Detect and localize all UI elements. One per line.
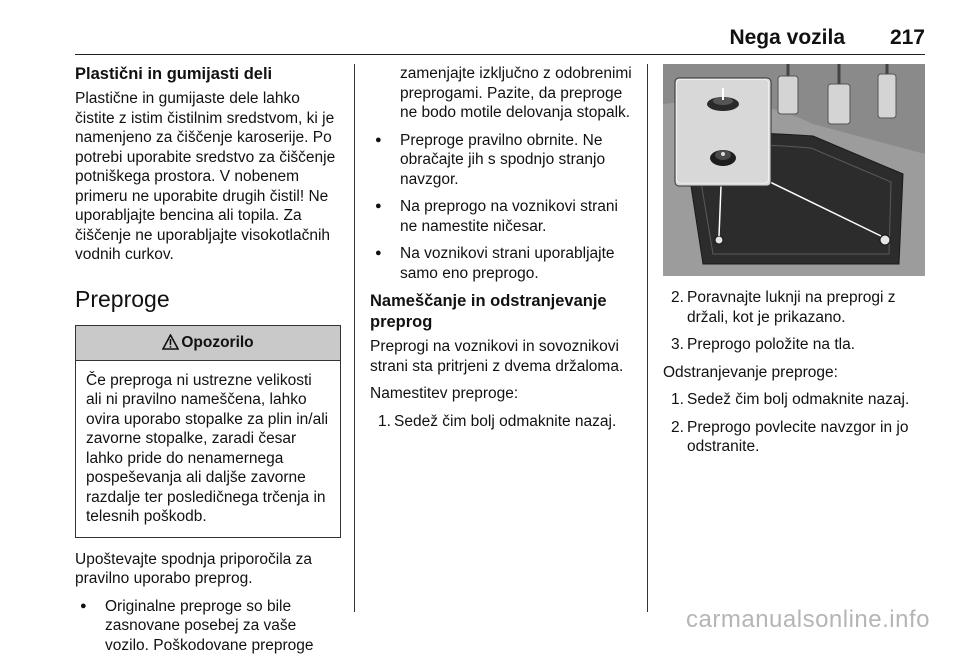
list-item: ● Originalne preproge so bile zasnovane posebej za vaše vozilo. Poškodovane preproge bbox=[75, 597, 341, 656]
paragraph: Preprogi na voznikovi in sovoznikovi strani sta pritrjeni z dvema držaloma. bbox=[370, 338, 624, 375]
numbered-list bbox=[663, 390, 925, 457]
column-divider bbox=[354, 64, 355, 612]
list-item: ● Preproge pravilno obrnite. Ne obračajte jih s spodnjo stranjo navzgor. bbox=[370, 131, 634, 190]
list-item: ● Na voznikovi strani uporabljajte samo eno preprogo. bbox=[370, 244, 634, 283]
paragraph: Odstranjevanje preproge: bbox=[663, 363, 838, 381]
page-header bbox=[75, 24, 925, 55]
warning-text: Če preproga ni ustrezne velikosti ali ni pravilno nameščena, lahko ovira uporabo stopalke za plin in/ali zavorne stopalke, zaradi česar lahko pride do nenamernega pospeševanja ali daljše zavorne razdalje ter posledičnega trčenja in telesnih poškodb. bbox=[86, 371, 329, 525]
paragraph: Namestitev preproge: bbox=[370, 385, 519, 402]
numbered-list bbox=[370, 412, 634, 432]
paragraph: Upoštevajte spodnja priporočila za pravilno uporabo preprog. bbox=[75, 550, 312, 587]
heading-install-remove: Nameščanje in odstranjevanje preprog bbox=[370, 292, 607, 331]
warning-box bbox=[75, 325, 341, 538]
column-left bbox=[75, 64, 341, 663]
list-item: 2. Poravnajte luknji na preprogi z držali, kot je prikazano. bbox=[671, 289, 896, 326]
list-item: ● Na preprogo na voznikovi strani ne namestite ničesar. bbox=[370, 197, 634, 236]
warning-title: Opozorilo bbox=[181, 333, 254, 351]
heading-plastic-rubber: Plastični in gumijasti deli bbox=[75, 65, 273, 83]
paragraph: Plastične in gumijaste dele lahko čistite z istim čistilnim sredstvom, ki je namenjeno za čiščenje karoserije. Po potrebi uporabite sredstvo za čiščenje potniškega prostora. V nobenem primeru ne uporabite drugih čistil! Ne uporabljajte bencina ali topila. Za čiščenje ne uporabljajte visokotlačnih vodnih curkov. bbox=[75, 90, 336, 263]
list-item: 1. Sedež čim bolj odmaknite nazaj. bbox=[671, 391, 910, 408]
section-heading-preproge: Preproge bbox=[75, 285, 170, 312]
bullet-list bbox=[370, 131, 634, 284]
page-number: 217 bbox=[889, 26, 925, 49]
warning-triangle-icon bbox=[162, 329, 179, 363]
floor-mat-illustration bbox=[663, 64, 925, 276]
bullet-list bbox=[75, 597, 341, 656]
watermark: carmanualsonline.info bbox=[686, 606, 930, 633]
numbered-list bbox=[663, 288, 925, 355]
column-divider bbox=[647, 64, 648, 612]
column-right bbox=[663, 64, 925, 465]
section-title: Nega vozila bbox=[729, 26, 845, 49]
list-item: 1. Sedež čim bolj odmaknite nazaj. bbox=[378, 412, 617, 430]
list-item: 3. Preprogo položite na tla. bbox=[671, 336, 856, 353]
list-item: 2. Preprogo povlecite navzgor in jo odstranite. bbox=[671, 418, 909, 455]
warning-header bbox=[76, 326, 340, 361]
column-middle bbox=[370, 64, 634, 439]
list-item-continued: zamenjajte izključno z odobrenimi preprogami. Pazite, da preproge ne bodo motile delovanja stopalk. bbox=[400, 65, 632, 121]
